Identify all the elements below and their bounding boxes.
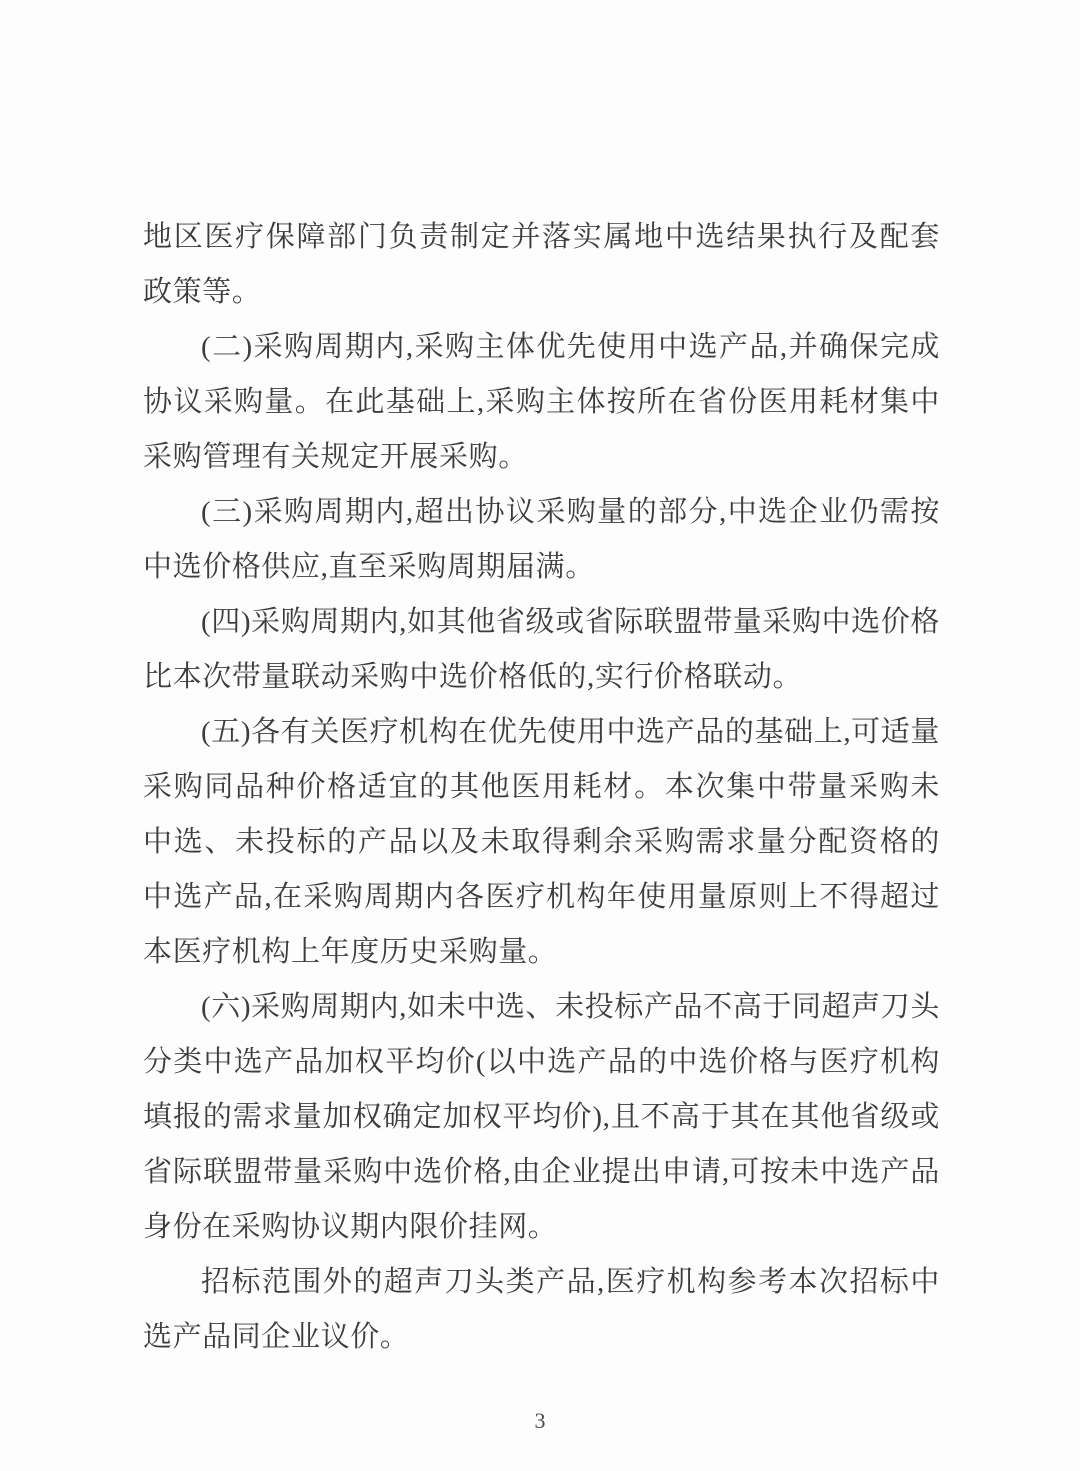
paragraph-item-6: (六)采购周期内,如未中选、未投标产品不高于同超声刀头分类中选产品加权平均价(以中选产品的中选价格与医疗机构填报的需求量加权确定加权平均价),且不高于其在其他省级或省际联盟带量采购中选价格,由企业提出申请,可按未中选产品身份在采购协议期内限价挂网。 [143, 991, 940, 1243]
page-footer [0, 1408, 1080, 1434]
paragraph-continuation: 地区医疗保障部门负责制定并落实属地中选结果执行及配套政策等。 [143, 221, 940, 308]
paragraph-closing: 招标范围外的超声刀头类产品,医疗机构参考本次招标中选产品同企业议价。 [143, 1266, 940, 1353]
paragraph-item-3: (三)采购周期内,超出协议采购量的部分,中选企业仍需按中选价格供应,直至采购周期届满。 [143, 496, 940, 583]
page-number: 3 [534, 1408, 546, 1433]
paragraph-item-2: (二)采购周期内,采购主体优先使用中选产品,并确保完成协议采购量。在此基础上,采购主体按所在省份医用耗材集中采购管理有关规定开展采购。 [143, 331, 940, 473]
document-body [143, 210, 940, 1365]
paragraph-item-4: (四)采购周期内,如其他省级或省际联盟带量采购中选价格比本次带量联动采购中选价格低的,实行价格联动。 [143, 606, 940, 693]
paragraph-item-5: (五)各有关医疗机构在优先使用中选产品的基础上,可适量采购同品种价格适宜的其他医用耗材。本次集中带量采购未中选、未投标的产品以及未取得剩余采购需求量分配资格的中选产品,在采购周期内各医疗机构年使用量原则上不得超过本医疗机构上年度历史采购量。 [143, 716, 940, 968]
